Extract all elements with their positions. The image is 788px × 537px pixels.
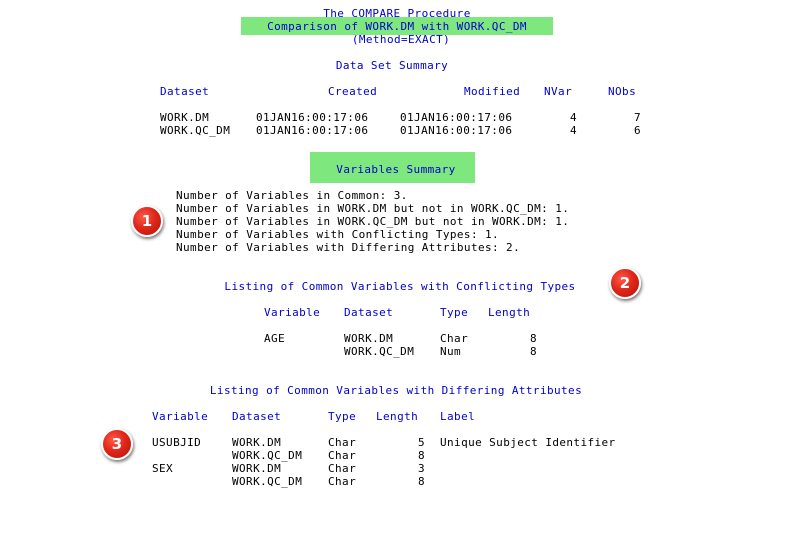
length-cell: 8 <box>529 345 537 358</box>
variable-cell: USUBJID <box>152 436 202 449</box>
summary-line: Number of Variables with Differing Attributes: 2. <box>176 241 521 254</box>
variable-cell: AGE <box>264 332 286 345</box>
dataset-cell: WORK.DM <box>232 436 282 449</box>
procedure-title: The COMPARE Procedure <box>323 7 471 20</box>
modified-cell: 01JAN16:00:17:06 <box>400 111 513 124</box>
created-cell: 01JAN16:00:17:06 <box>256 111 369 124</box>
column-header-variable: Variable <box>264 306 321 319</box>
nvar-cell: 4 <box>569 111 577 124</box>
summary-line: Number of Variables in WORK.QC_DM but not in WORK.DM: 1. <box>176 215 570 228</box>
type-cell: Char <box>328 462 357 475</box>
callout-badge-2: 2 <box>609 267 641 299</box>
created-cell: 01JAN16:00:17:06 <box>256 124 369 137</box>
comparison-subtitle: Comparison of WORK.DM with WORK.QC_DM <box>267 20 527 33</box>
method-label: (Method=EXACT) <box>351 33 451 46</box>
variable-cell: SEX <box>152 462 174 475</box>
column-header-dataset: Dataset <box>160 85 210 98</box>
summary-line: Number of Variables in WORK.DM but not in WORK.QC_DM: 1. <box>176 202 570 215</box>
column-header-dataset: Dataset <box>232 410 282 423</box>
length-cell: 8 <box>417 449 425 462</box>
dataset-cell: WORK.DM <box>344 332 394 345</box>
nvar-cell: 4 <box>569 124 577 137</box>
column-header-modified: Modified <box>464 85 521 98</box>
length-cell: 5 <box>417 436 425 449</box>
data-set-summary-title: Data Set Summary <box>335 59 449 72</box>
differing-attributes-title: Listing of Common Variables with Differing Attributes <box>209 384 583 397</box>
dataset-cell: WORK.QC_DM <box>160 124 231 137</box>
dataset-cell: WORK.QC_DM <box>232 449 303 462</box>
length-cell: 3 <box>417 462 425 475</box>
column-header-type: Type <box>440 306 469 319</box>
length-cell: 8 <box>417 475 425 488</box>
dataset-cell: WORK.DM <box>232 462 282 475</box>
column-header-variable: Variable <box>152 410 209 423</box>
column-header-length: Length <box>376 410 419 423</box>
column-header-nobs: NObs <box>608 85 637 98</box>
type-cell: Char <box>328 436 357 449</box>
length-cell: 8 <box>529 332 537 345</box>
label-cell: Unique Subject Identifier <box>440 436 616 449</box>
column-header-created: Created <box>328 85 378 98</box>
type-cell: Num <box>440 345 462 358</box>
type-cell: Char <box>328 475 357 488</box>
type-cell: Char <box>328 449 357 462</box>
dataset-cell: WORK.QC_DM <box>344 345 415 358</box>
column-header-label: Label <box>440 410 476 423</box>
column-header-length: Length <box>488 306 531 319</box>
column-header-dataset: Dataset <box>344 306 394 319</box>
summary-line: Number of Variables in Common: 3. <box>176 189 408 202</box>
column-header-type: Type <box>328 410 357 423</box>
conflicting-types-title: Listing of Common Variables with Conflicting Types <box>224 280 576 293</box>
type-cell: Char <box>440 332 469 345</box>
column-header-nvar: NVar <box>544 85 573 98</box>
nobs-cell: 6 <box>633 124 641 137</box>
callout-badge-3: 3 <box>101 428 133 460</box>
dataset-cell: WORK.QC_DM <box>232 475 303 488</box>
nobs-cell: 7 <box>633 111 641 124</box>
modified-cell: 01JAN16:00:17:06 <box>400 124 513 137</box>
variables-summary-title: Variables Summary <box>336 163 456 176</box>
summary-line: Number of Variables with Conflicting Types: 1. <box>176 228 500 241</box>
callout-badge-1: 1 <box>131 205 163 237</box>
dataset-cell: WORK.DM <box>160 111 210 124</box>
